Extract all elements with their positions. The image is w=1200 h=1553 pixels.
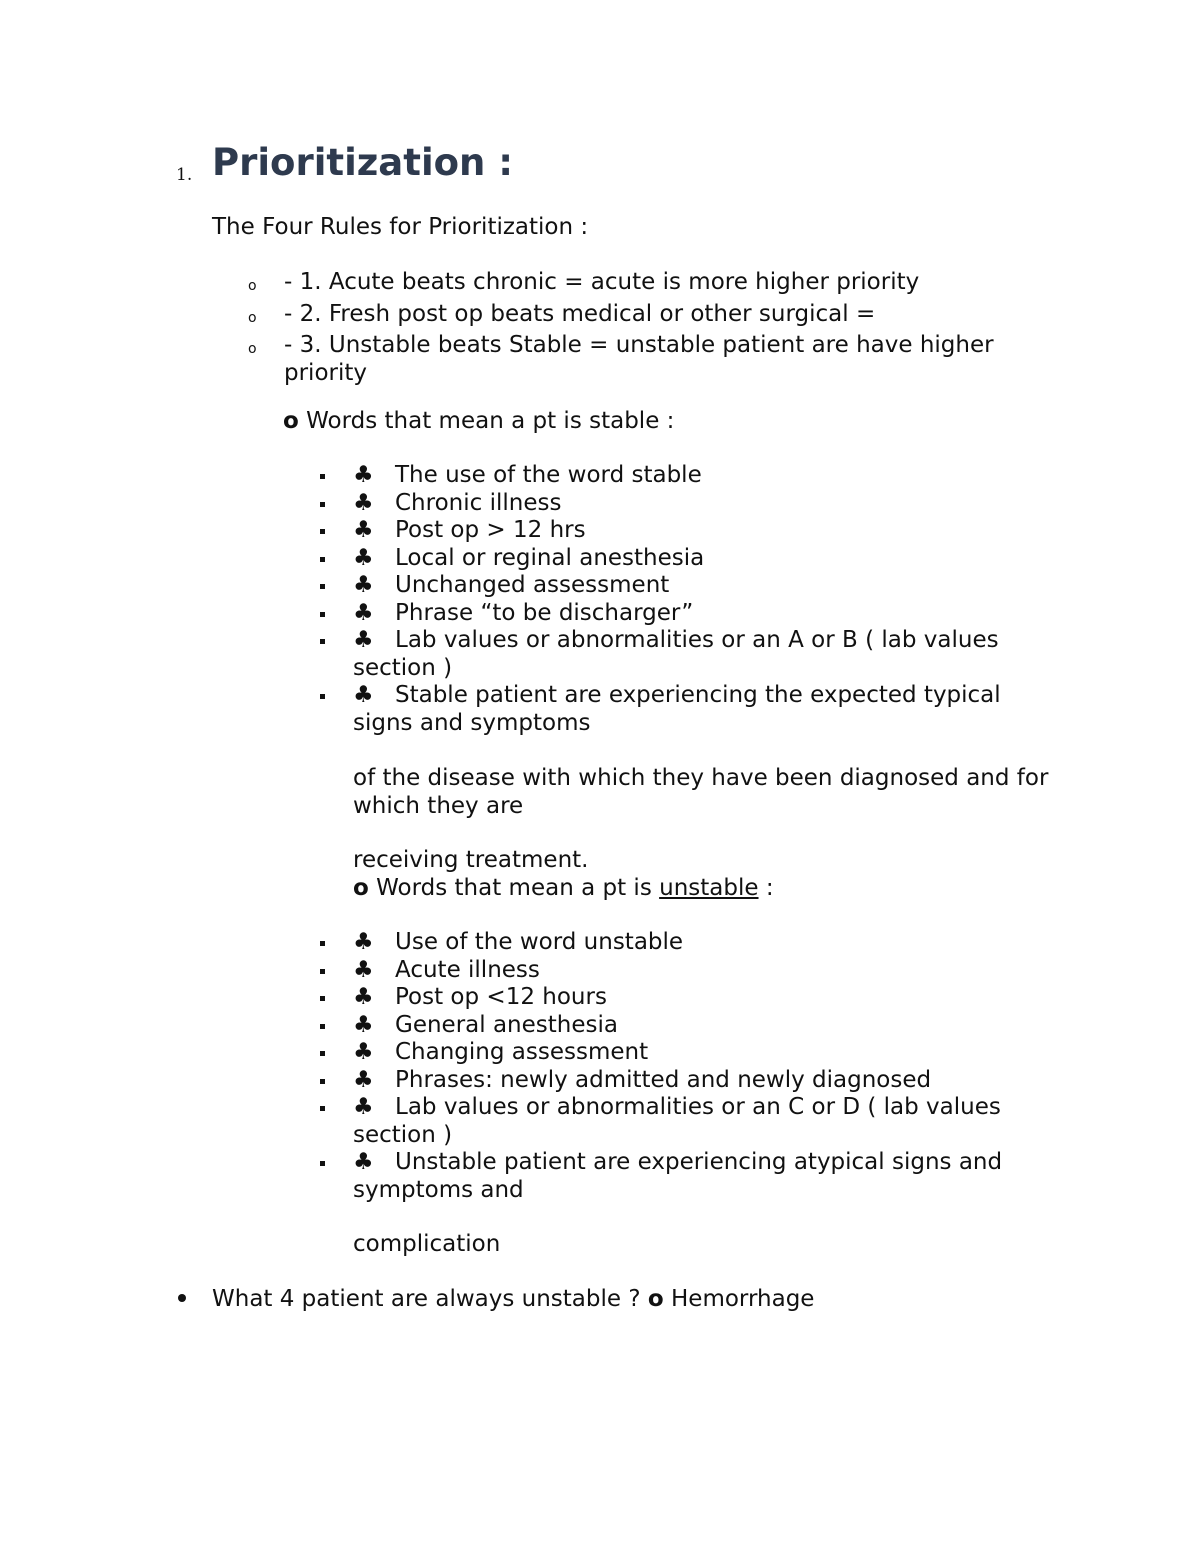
list-item-text: Unchanged assessment — [395, 572, 670, 598]
stable-heading-text: Words that mean a pt is stable : — [306, 408, 675, 434]
unstable-heading-text: Words that mean a pt is — [376, 875, 652, 901]
list-item-text: Local or reginal anesthesia — [395, 544, 705, 571]
list-item — [318, 1094, 1038, 1149]
list-item — [248, 301, 1038, 333]
list-item-text: Changing assessment — [395, 1039, 649, 1065]
club-icon: ♣ — [353, 1011, 374, 1038]
list-item — [318, 1012, 1038, 1040]
stable-list — [318, 462, 1038, 737]
square-bullet-icon — [318, 517, 353, 545]
club-icon: ♣ — [353, 1066, 374, 1093]
square-bullet-icon — [318, 984, 353, 1012]
list-item-text: Stable patient are experiencing the expected typical signs and symptoms — [353, 682, 1001, 736]
stable-continuation: receiving treatment. — [353, 847, 589, 873]
list-item — [318, 1149, 1038, 1204]
square-bullet-icon — [318, 1039, 353, 1067]
list-item-text: Lab values or abnormalities or an C or D ( lab values section ) — [353, 1094, 1001, 1148]
list-item-text: Lab values or abnormalities or an A or B ( lab values section ) — [353, 627, 999, 681]
rules-list — [248, 269, 1038, 387]
club-icon: ♣ — [353, 572, 374, 598]
list-item — [318, 600, 1038, 628]
square-bullet-icon — [318, 957, 353, 985]
list-item-text: The use of the word stable — [395, 462, 702, 488]
list-item — [318, 957, 1038, 985]
rule-text: - 3. Unstable beats Stable = unstable patient are have higher priority — [284, 332, 994, 386]
circle-bullet-icon: o — [248, 341, 257, 357]
club-icon: ♣ — [353, 956, 374, 983]
list-item — [318, 929, 1038, 957]
square-bullet-icon — [318, 490, 353, 518]
list-item — [318, 1067, 1038, 1095]
unstable-keyword: unstable — [659, 875, 759, 901]
club-icon: ♣ — [353, 462, 374, 488]
club-icon: ♣ — [353, 1094, 374, 1120]
list-item — [248, 332, 1038, 387]
square-bullet-icon — [318, 929, 353, 957]
list-item-text: Unstable patient are experiencing atypical signs and symptoms and — [353, 1149, 1003, 1203]
round-bullet-icon — [178, 1294, 186, 1302]
square-bullet-icon — [318, 1149, 353, 1204]
square-bullet-icon — [318, 462, 353, 490]
bottom-question — [212, 1286, 814, 1314]
unstable-list — [318, 929, 1038, 1204]
unstable-heading-suffix: : — [765, 875, 774, 901]
unstable-continuation: complication — [353, 1231, 501, 1257]
question-text: What 4 patient are always unstable ? — [212, 1286, 641, 1312]
square-bullet-icon — [318, 572, 353, 600]
club-icon: ♣ — [353, 929, 374, 955]
list-item — [318, 462, 1038, 490]
circle-bullet-icon: o — [248, 278, 257, 294]
list-item-text: Phrases: newly admitted and newly diagnosed — [395, 1066, 932, 1093]
club-icon: ♣ — [353, 1149, 374, 1175]
unstable-heading — [353, 875, 774, 903]
square-bullet-icon — [318, 627, 353, 682]
list-item-text: General anesthesia — [395, 1011, 618, 1038]
page-title: Prioritization : — [212, 141, 514, 184]
stable-continuation: of the disease with which they have been diagnosed and for which they are — [353, 765, 1049, 819]
list-item — [318, 517, 1038, 545]
list-item — [248, 269, 1038, 301]
list-item — [318, 572, 1038, 600]
circle-bullet-icon: o — [283, 408, 299, 434]
list-item-text: Use of the word unstable — [395, 929, 684, 955]
club-icon: ♣ — [353, 489, 374, 516]
list-item — [318, 545, 1038, 573]
heading-number: 1. — [176, 165, 193, 185]
list-item — [318, 984, 1038, 1012]
square-bullet-icon — [318, 545, 353, 573]
list-item-text: Chronic illness — [395, 489, 562, 516]
rule-text: - 2. Fresh post op beats medical or other surgical = — [284, 300, 876, 327]
subheading: The Four Rules for Prioritization : — [212, 214, 589, 240]
stable-heading — [283, 408, 674, 436]
list-item — [318, 1039, 1038, 1067]
list-item-text: Post op > 12 hrs — [395, 517, 586, 543]
square-bullet-icon — [318, 600, 353, 628]
list-item — [318, 627, 1038, 682]
circle-bullet-icon: o — [353, 875, 369, 901]
club-icon: ♣ — [353, 627, 374, 653]
square-bullet-icon — [318, 1012, 353, 1040]
answer-text: Hemorrhage — [671, 1286, 815, 1312]
club-icon: ♣ — [353, 544, 374, 571]
rule-text: - 1. Acute beats chronic = acute is more higher priority — [284, 269, 920, 295]
circle-bullet-icon: o — [248, 309, 257, 326]
circle-bullet-icon: o — [647, 1286, 664, 1312]
list-item — [318, 490, 1038, 518]
club-icon: ♣ — [353, 984, 374, 1010]
list-item — [318, 682, 1038, 737]
club-icon: ♣ — [353, 599, 374, 626]
list-item-text: Phrase “to be discharger” — [395, 599, 694, 626]
square-bullet-icon — [318, 1094, 353, 1149]
list-item-text: Post op <12 hours — [395, 984, 607, 1010]
list-item-text: Acute illness — [395, 956, 540, 983]
club-icon: ♣ — [353, 1039, 374, 1065]
club-icon: ♣ — [353, 682, 374, 708]
club-icon: ♣ — [353, 517, 374, 543]
square-bullet-icon — [318, 682, 353, 737]
square-bullet-icon — [318, 1067, 353, 1095]
